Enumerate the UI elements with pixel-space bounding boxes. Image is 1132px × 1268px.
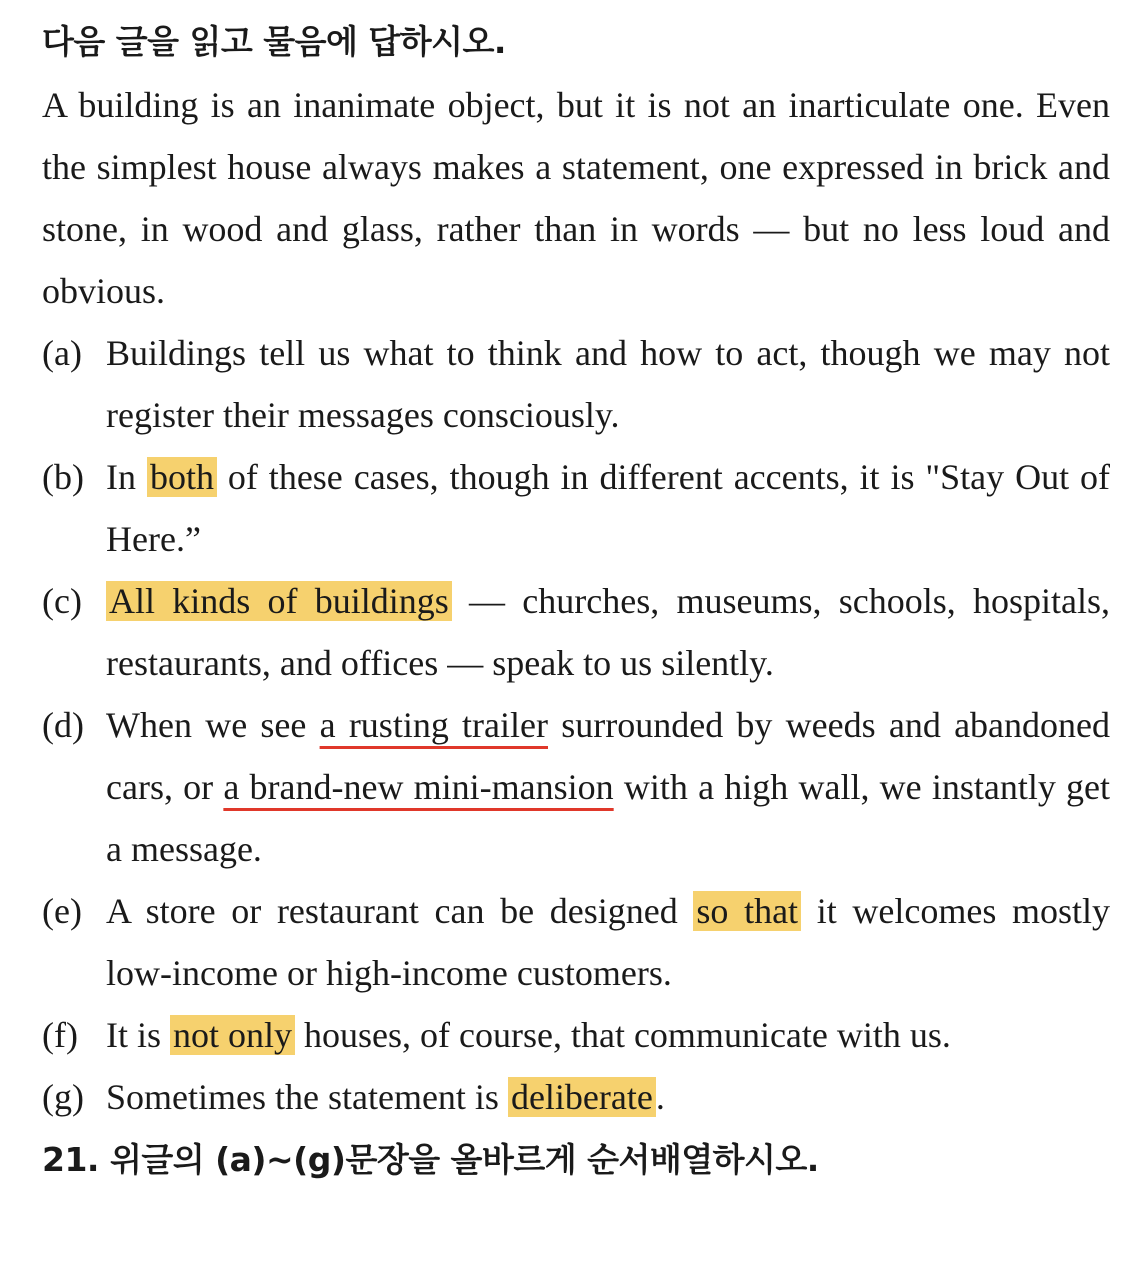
underlined-phrase: a brand-new mini-mansion: [223, 767, 614, 807]
sentence-item: [42, 1066, 1110, 1128]
sentence-segment: In: [106, 457, 147, 497]
highlighted-phrase: so that: [693, 891, 801, 931]
highlighted-phrase: All kinds of buildings: [106, 581, 452, 621]
sentence-text: [106, 446, 1110, 570]
sentence-label: (d): [42, 705, 84, 745]
sentence-text: [106, 1004, 1110, 1066]
highlighted-phrase: deliberate: [508, 1077, 656, 1117]
sentence-segment: A store or restaurant can be designed: [106, 891, 694, 931]
sentence-segment: .: [655, 1077, 665, 1117]
sentence-segment: When we see: [106, 705, 320, 745]
sentence-label: (b): [42, 457, 84, 497]
sentence-text: [106, 322, 1110, 446]
sentence-text: [106, 694, 1110, 880]
sentence-text: [106, 570, 1110, 694]
sentence-segment: with a high wall, we instantly get a message.: [106, 767, 1110, 869]
sentence-label: (c): [42, 581, 82, 621]
sentence-segment: of these cases, though in different accents, it is "Stay Out of Here.”: [106, 457, 1110, 559]
sentence-item: [42, 446, 1110, 570]
sentence-segment: — churches, museums, schools, hospitals, restaurants, and offices — speak to us silently.: [106, 581, 1110, 683]
intro-passage: A building is an inanimate object, but it is not an inarticulate one. Even the simplest house always makes a statement, one expressed in brick and stone, in wood and glass, rather than in words — but no less loud and obvious.: [42, 85, 1110, 311]
sentence-item: [42, 1004, 1110, 1066]
instruction-heading: 다음 글을 읽고 물음에 답하시오.: [42, 22, 506, 61]
sentence-segment: surrounded by weeds and abandoned cars, or: [106, 705, 1111, 807]
sentence-item: [42, 694, 1110, 880]
sentence-item: [42, 322, 1110, 446]
sentence-text: [106, 1066, 1110, 1128]
highlighted-phrase: both: [147, 457, 217, 497]
sentence-label: (g): [42, 1077, 84, 1117]
sentence-text: [106, 880, 1110, 1004]
sentence-segment: Buildings tell us what to think and how to act, though we may not register their messages consciously.: [106, 333, 1110, 435]
document: [42, 10, 1110, 1192]
sentence-item: [42, 570, 1110, 694]
sentence-item: [42, 880, 1110, 1004]
sentence-segment: it welcomes mostly low-income or high-income customers.: [106, 891, 1110, 993]
sentence-segment: It is: [106, 1015, 171, 1055]
sentence-segment: Sometimes the statement is: [106, 1077, 508, 1117]
sentence-label: (a): [42, 333, 82, 373]
highlighted-phrase: not only: [170, 1015, 295, 1055]
underlined-phrase: a rusting trailer: [319, 705, 548, 745]
sentence-segment: houses, of course, that communicate with us.: [295, 1015, 951, 1055]
sentence-label: (f): [42, 1015, 78, 1055]
sentence-label: (e): [42, 891, 82, 931]
question-21: 21. 위글의 (a)~(g)문장을 올바르게 순서배열하시오.: [42, 1140, 819, 1179]
sentence-list: [42, 322, 1110, 1128]
